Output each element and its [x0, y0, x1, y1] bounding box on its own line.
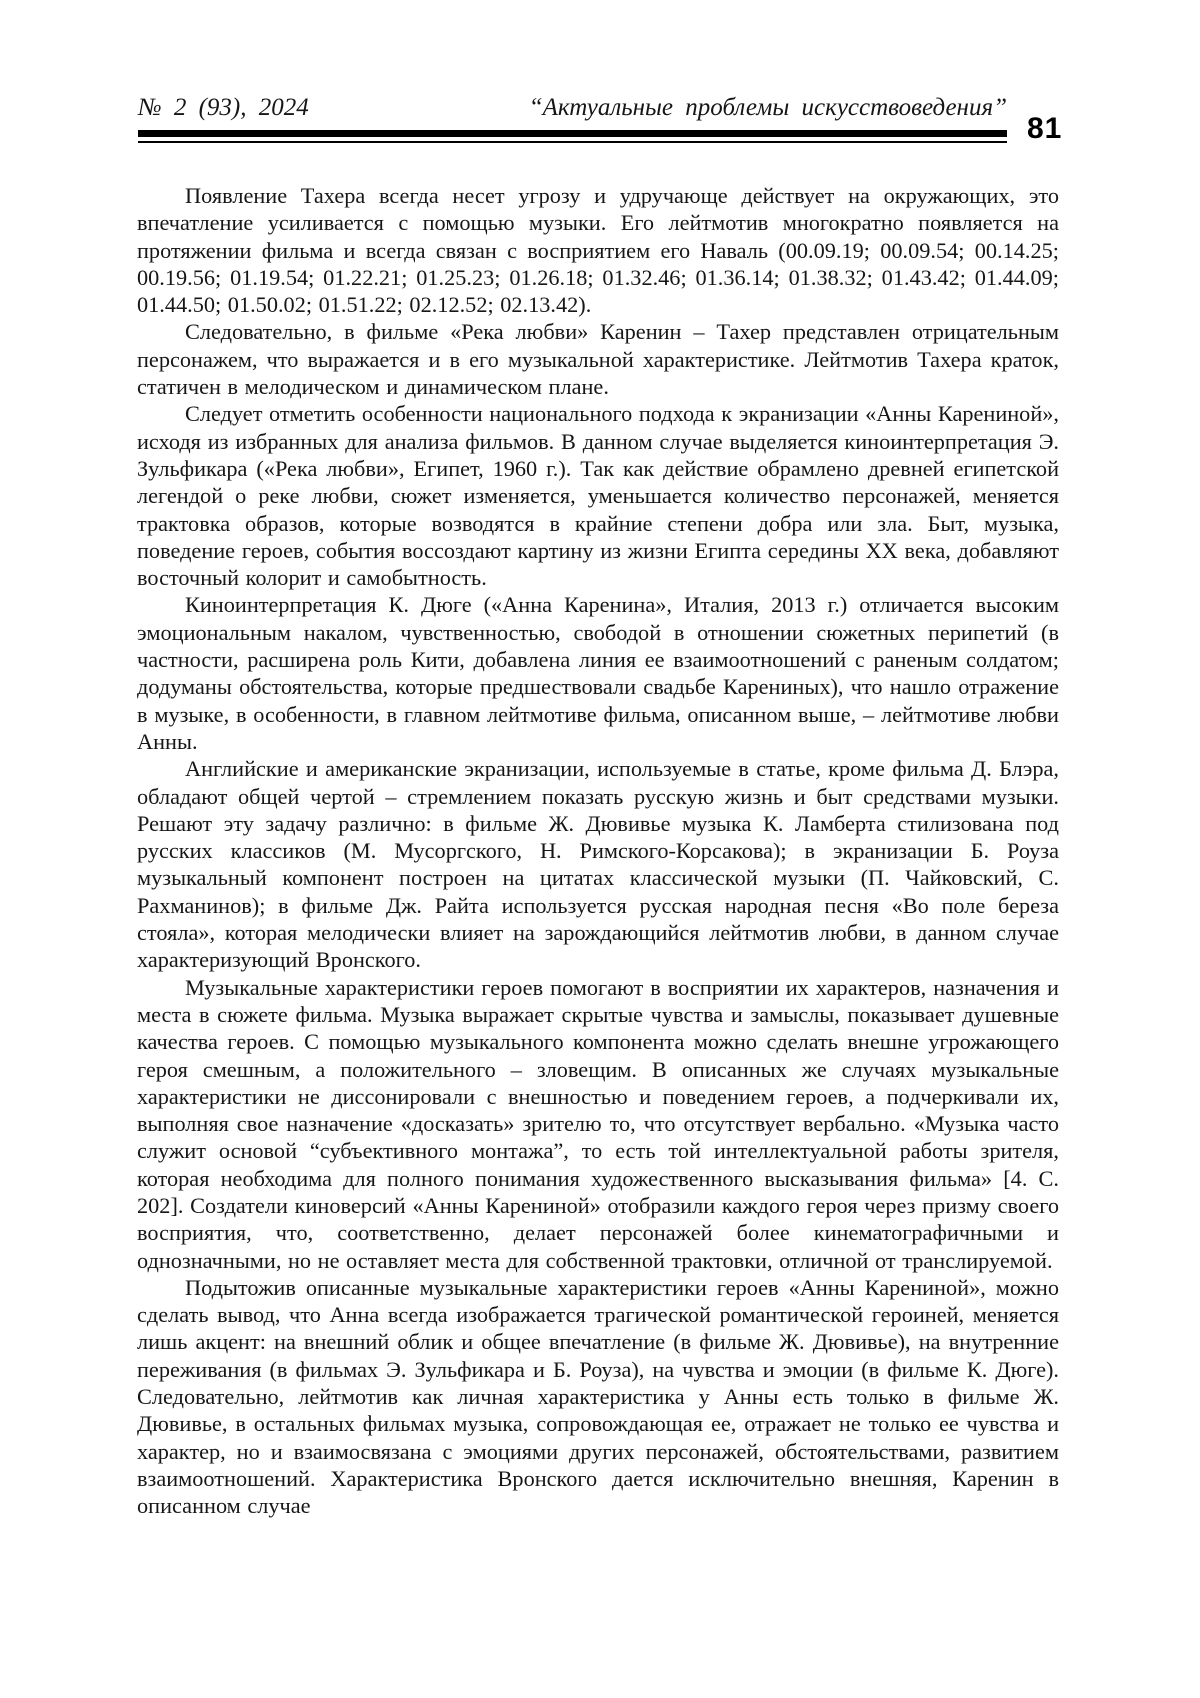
- paragraph-national-approach: Следует отметить особенности национального подхода к экранизации «Анны Карениной», исходя из избранных для анализа фильмов. В данном случае выделяется киноинтерпретация Э. Зульфикара («Река любви», Египет, 1960 г.). Так как действие обрамлено древней египетской легендой о реке любви, сюжет изменяется, уменьшается количество персонажей, меняется трактовка образов, которые возводятся в крайние степени добра или зла. Быт, музыка, поведение героев, события воссоздают картину из жизни Египта середины XX века, добавляют восточный колорит и самобытность.: [137, 401, 1059, 591]
- paragraph-karenin-tahir: Следовательно, в фильме «Река любви» Каренин – Тахер представлен отрицательным персонажем, что выражается и в его музыкальной характеристике. Лейтмотив Тахера краток, статичен в мелодическом и динамическом плане.: [137, 319, 1059, 400]
- article-body: [137, 182, 1059, 1520]
- journal-title: “Актуальные проблемы искусствоведения”: [528, 94, 1007, 121]
- paragraph-duguay-interpretation: Киноинтерпретация К. Дюге («Анна Каренина», Италия, 2013 г.) отличается высоким эмоциональным накалом, чувственностью, свободой в отношении сюжетных перипетий (в частности, расширена роль Кити, добавлена линия ее взаимоотношений с раненым солдатом; додуманы обстоятельства, которые предшествовали свадьбе Карениных), что нашло отражение в музыке, в особенности, в главном лейтмотиве фильма, описанном выше, – лейтмотиве любви Анны.: [137, 592, 1059, 754]
- issue-number: № 2 (93), 2024: [138, 94, 309, 121]
- running-head: [138, 94, 1007, 122]
- header-rule: [138, 130, 1007, 143]
- paragraph-tahir-leitmotif: Появление Тахера всегда несет угрозу и удручающе действует на окружающих, это впечатление усиливается с помощью музыки. Его лейтмотив многократно появляется на протяжении фильма и всегда связан с восприятием его Наваль (00.09.19; 00.09.54; 00.14.25; 00.19.56; 01.19.54; 01.22.21; 01.25.23; 01.26.18; 01.32.46; 01.36.14; 01.38.32; 01.43.42; 01.44.09; 01.44.50; 01.50.02; 01.51.22; 02.12.52; 02.13.42).: [137, 183, 1059, 318]
- paragraph-musical-characteristics: Музыкальные характеристики героев помогают в восприятии их характеров, назначения и места в сюжете фильма. Музыка выражает скрытые чувства и замыслы, показывает душевные качества героев. С помощью музыкального компонента можно сделать внешне угрожающего героя смешным, а положительного – зловещим. В описанных же случаях музыкальные характеристики не диссонировали с внешностью и поведением героев, а подчеркивали их, выполняя свое назначение «досказать» зрителю то, что отсутствует вербально. «Музыка часто служит основой “субъективного монтажа”, то есть той интеллектуальной работы зрителя, которая необходима для полного понимания художественного высказывания фильма» [4. С. 202]. Создатели киноверсий «Анны Карениной» отобразили каждого героя через призму своего восприятия, что, соответственно, делает персонажей более кинематографичными и однозначными, но не оставляет места для собственной трактовки, отличной от транслируемой.: [137, 974, 1059, 1273]
- paragraph-english-american-adaptations: Английские и американские экранизации, используемые в статье, кроме фильма Д. Блэра, обладают общей чертой – стремлением показать русскую жизнь и быт средствами музыки. Решают эту задачу различно: в фильме Ж. Дювивье музыка К. Ламберта стилизована под русских классиков (М. Мусоргского, Н. Римского-Корсакова); в экранизации Б. Роуза музыкальный компонент построен на цитатах классической музыки (П. Чайковский, С. Рахманинов); в фильме Дж. Райта используется русская народная песня «Во поле береза стояла», которая мелодически влияет на зарождающийся лейтмотив любви, в данном случае характеризующий Вронского.: [137, 756, 1059, 973]
- page-number: 81: [1027, 112, 1063, 145]
- paragraph-conclusion: Подытожив описанные музыкальные характеристики героев «Анны Карениной», можно сделать вывод, что Анна всегда изображается трагической романтической героиней, меняется лишь акцент: на внешний облик и общее впечатление (в фильме Ж. Дювивье), на внутренние переживания (в фильмах Э. Зульфикара и Б. Роуза), на чувства и эмоции (в фильме К. Дюге). Следовательно, лейтмотив как личная характеристика у Анны есть только в фильме Ж. Дювивье, в остальных фильмах музыка, сопровождающая ее, отражает не только ее чувства и характер, но и взаимосвязана с эмоциями других персонажей, обстоятельствами, развитием взаимоотношений. Характеристика Вронского дается исключительно внешняя, Каренин в описанном случае: [137, 1274, 1059, 1519]
